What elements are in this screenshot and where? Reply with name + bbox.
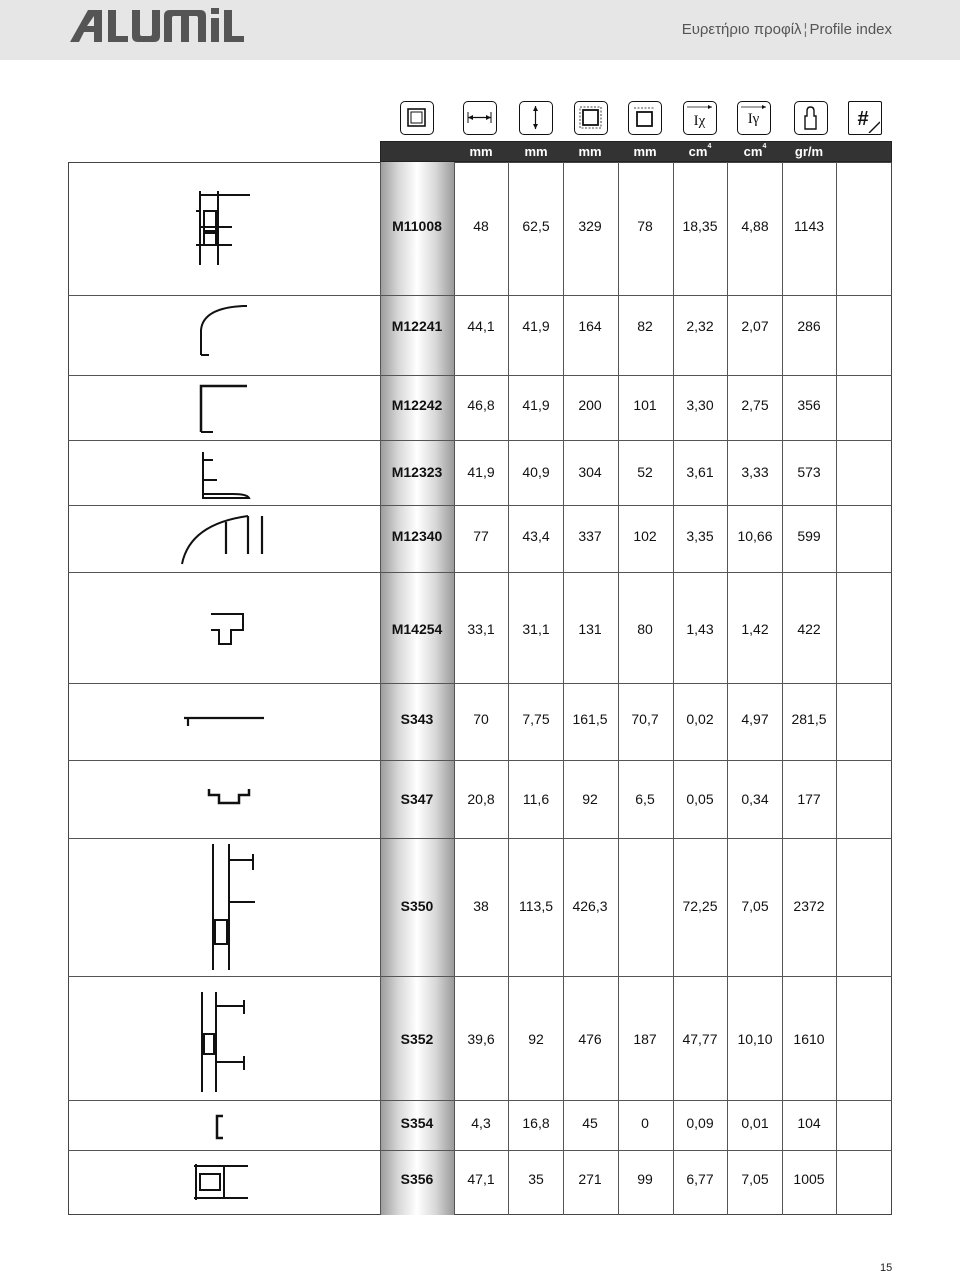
table-cell: 0,02 xyxy=(686,711,714,727)
table-cell: 0,09 xyxy=(686,1115,714,1131)
row-divider xyxy=(68,375,892,376)
table-cell: 337 xyxy=(578,528,602,544)
unit-label xyxy=(673,141,728,162)
table-cell: 41,9 xyxy=(522,318,550,334)
inertia-y-icon xyxy=(737,101,771,135)
unit-superscript: 4 xyxy=(762,143,767,150)
row-divider xyxy=(68,1100,892,1101)
unit-label xyxy=(782,141,837,162)
unit-text: cm xyxy=(688,144,708,159)
table-cell: 1,43 xyxy=(686,621,714,637)
table-cell: 161,5 xyxy=(572,711,608,727)
profile-drawing-m12340 xyxy=(176,512,272,568)
table-cell: 16,8 xyxy=(522,1115,550,1131)
table-cell: 177 xyxy=(797,791,821,807)
table-cell: 0,05 xyxy=(686,791,714,807)
row-divider xyxy=(68,683,892,684)
table-cell: 70 xyxy=(473,711,489,727)
table-cell: 200 xyxy=(578,397,602,413)
table-cell: 7,75 xyxy=(522,711,550,727)
table-cell: 4,88 xyxy=(741,218,769,234)
weight-icon xyxy=(794,101,828,135)
table-cell: 92 xyxy=(582,791,598,807)
svg-text:#: # xyxy=(857,108,869,130)
table-cell: 77 xyxy=(473,528,489,544)
profile-drawing-m11008 xyxy=(190,185,260,270)
row-divider xyxy=(68,572,892,573)
table-cell: 3,61 xyxy=(686,464,714,480)
table-cell: 599 xyxy=(797,528,821,544)
row-divider xyxy=(68,295,892,296)
profile-code: M12340 xyxy=(391,528,443,544)
table-cell: 102 xyxy=(633,528,657,544)
table-cell: 2,07 xyxy=(741,318,769,334)
alumil-logo xyxy=(68,2,268,50)
table-cell: 46,8 xyxy=(467,397,495,413)
table-cell: 0,01 xyxy=(741,1115,769,1131)
table-cell: 271 xyxy=(578,1171,602,1187)
table-cell: 70,7 xyxy=(631,711,659,727)
profile-code: S343 xyxy=(400,711,434,727)
row-divider xyxy=(68,976,892,977)
hash-icon xyxy=(848,101,882,135)
table-cell: 82 xyxy=(637,318,653,334)
table-cell: 48 xyxy=(473,218,489,234)
table-cell: 2,32 xyxy=(686,318,714,334)
table-cell: 33,1 xyxy=(467,621,495,637)
profile-code: S350 xyxy=(400,898,434,914)
unit-superscript: 4 xyxy=(707,143,712,150)
table-cell: 131 xyxy=(578,621,602,637)
profile-code: M12323 xyxy=(391,464,443,480)
page-title xyxy=(682,21,892,38)
table-cell: 104 xyxy=(797,1115,821,1131)
table-cell: 10,10 xyxy=(737,1031,773,1047)
title-english: Profile index xyxy=(809,21,892,38)
table-cell: 38 xyxy=(473,898,489,914)
table-cell: 62,5 xyxy=(522,218,550,234)
profile-drawing-m12242 xyxy=(195,380,255,440)
profile-code: S356 xyxy=(400,1171,434,1187)
profile-drawing-s347 xyxy=(205,785,253,809)
unit-text: mm xyxy=(578,144,602,159)
profile-drawing-m14254 xyxy=(205,608,250,650)
row-divider xyxy=(68,760,892,761)
table-cell: 41,9 xyxy=(467,464,495,480)
profile-drawing-s356 xyxy=(190,1160,252,1204)
profile-drawing-s350 xyxy=(205,840,261,975)
table-cell: 45 xyxy=(582,1115,598,1131)
unit-label xyxy=(618,141,673,162)
profile-drawing-m12323 xyxy=(193,448,253,500)
profile-drawing-s352 xyxy=(196,988,252,1098)
table-cell: 1,42 xyxy=(741,621,769,637)
table-cell: 41,9 xyxy=(522,397,550,413)
table-cell: 4,3 xyxy=(471,1115,491,1131)
title-greek: Ευρετήριο προφίλ xyxy=(681,21,802,38)
profile-code: M14254 xyxy=(391,621,443,637)
width-arrows-icon xyxy=(463,101,497,135)
table-cell: 113,5 xyxy=(519,898,553,914)
profile-code: M12242 xyxy=(391,397,443,413)
profile-code: M11008 xyxy=(392,218,442,234)
table-cell: 43,4 xyxy=(522,528,550,544)
table-cell: 47,77 xyxy=(682,1031,718,1047)
row-divider xyxy=(68,440,892,441)
unit-label xyxy=(563,141,618,162)
profile-code: M12241 xyxy=(391,318,443,334)
table-cell: 2372 xyxy=(793,898,825,914)
table-cell: 4,97 xyxy=(741,711,769,727)
table-cell: 304 xyxy=(578,464,602,480)
inertia-x-icon xyxy=(683,101,717,135)
unit-label xyxy=(728,141,783,162)
table-cell: 0 xyxy=(641,1115,649,1131)
table-cell: 52 xyxy=(637,464,653,480)
title-separator: ¦ xyxy=(803,21,808,38)
row-divider xyxy=(68,1150,892,1151)
table-cell: 1005 xyxy=(793,1171,825,1187)
table-cell: 286 xyxy=(797,318,821,334)
table-cell: 2,75 xyxy=(741,397,769,413)
table-cell: 3,33 xyxy=(741,464,769,480)
table-cell: 356 xyxy=(797,397,821,413)
table-cell: 35 xyxy=(528,1171,544,1187)
table-cell: 476 xyxy=(578,1031,602,1047)
table-cell: 329 xyxy=(578,218,602,234)
top-width-icon xyxy=(628,101,662,135)
profile-drawing-m12241 xyxy=(195,300,255,360)
table-cell: 47,1 xyxy=(467,1171,495,1187)
table-cell: 7,05 xyxy=(741,898,769,914)
row-divider xyxy=(68,505,892,506)
row-divider xyxy=(68,838,892,839)
table-cell: 39,6 xyxy=(467,1031,495,1047)
profile-drawing-s354 xyxy=(213,1113,229,1141)
profile-code: S352 xyxy=(400,1031,434,1047)
table-cell: 18,35 xyxy=(682,218,718,234)
page-number: 15 xyxy=(880,1262,893,1274)
table-cell: 0,34 xyxy=(741,791,769,807)
table-cell: 92 xyxy=(528,1031,544,1047)
table-cell: 44,1 xyxy=(467,318,495,334)
unit-label xyxy=(509,141,564,162)
table-cell: 40,9 xyxy=(522,464,550,480)
table-cell: 78 xyxy=(637,218,653,234)
table-cell: 10,66 xyxy=(737,528,773,544)
unit-label xyxy=(454,141,509,162)
width-box-icon xyxy=(400,101,434,135)
svg-text:Iγ: Iγ xyxy=(747,111,760,127)
table-cell: 101 xyxy=(633,397,657,413)
table-cell: 11,6 xyxy=(522,791,550,807)
table-cell: 6,77 xyxy=(686,1171,714,1187)
profile-code: S347 xyxy=(400,791,434,807)
table-cell: 1610 xyxy=(793,1031,825,1047)
unit-text: mm xyxy=(469,144,493,159)
unit-text: cm xyxy=(743,144,763,159)
table-cell: 99 xyxy=(637,1171,653,1187)
table-cell: 6,5 xyxy=(635,791,655,807)
profile-drawing-s343 xyxy=(180,712,270,730)
table-cell: 7,05 xyxy=(741,1171,769,1187)
profile-code: S354 xyxy=(400,1115,434,1131)
unit-text: mm xyxy=(633,144,657,159)
table-cell: 422 xyxy=(797,621,821,637)
table-cell: 20,8 xyxy=(467,791,495,807)
unit-text: mm xyxy=(524,144,548,159)
table-cell: 3,30 xyxy=(686,397,714,413)
table-cell: 426,3 xyxy=(572,898,608,914)
table-cell: 1143 xyxy=(793,218,825,234)
table-cell: 31,1 xyxy=(522,621,550,637)
perimeter-icon xyxy=(574,101,608,135)
unit-text: gr/m xyxy=(794,144,824,159)
height-arrows-icon xyxy=(519,101,553,135)
table-cell: 573 xyxy=(797,464,821,480)
table-cell: 3,35 xyxy=(686,528,714,544)
table-cell: 164 xyxy=(578,318,602,334)
table-cell: 281,5 xyxy=(791,711,827,727)
table-cell: 72,25 xyxy=(682,898,718,914)
table-cell: 187 xyxy=(633,1031,657,1047)
table-cell: 80 xyxy=(637,621,653,637)
svg-text:Iχ: Iχ xyxy=(693,113,706,129)
